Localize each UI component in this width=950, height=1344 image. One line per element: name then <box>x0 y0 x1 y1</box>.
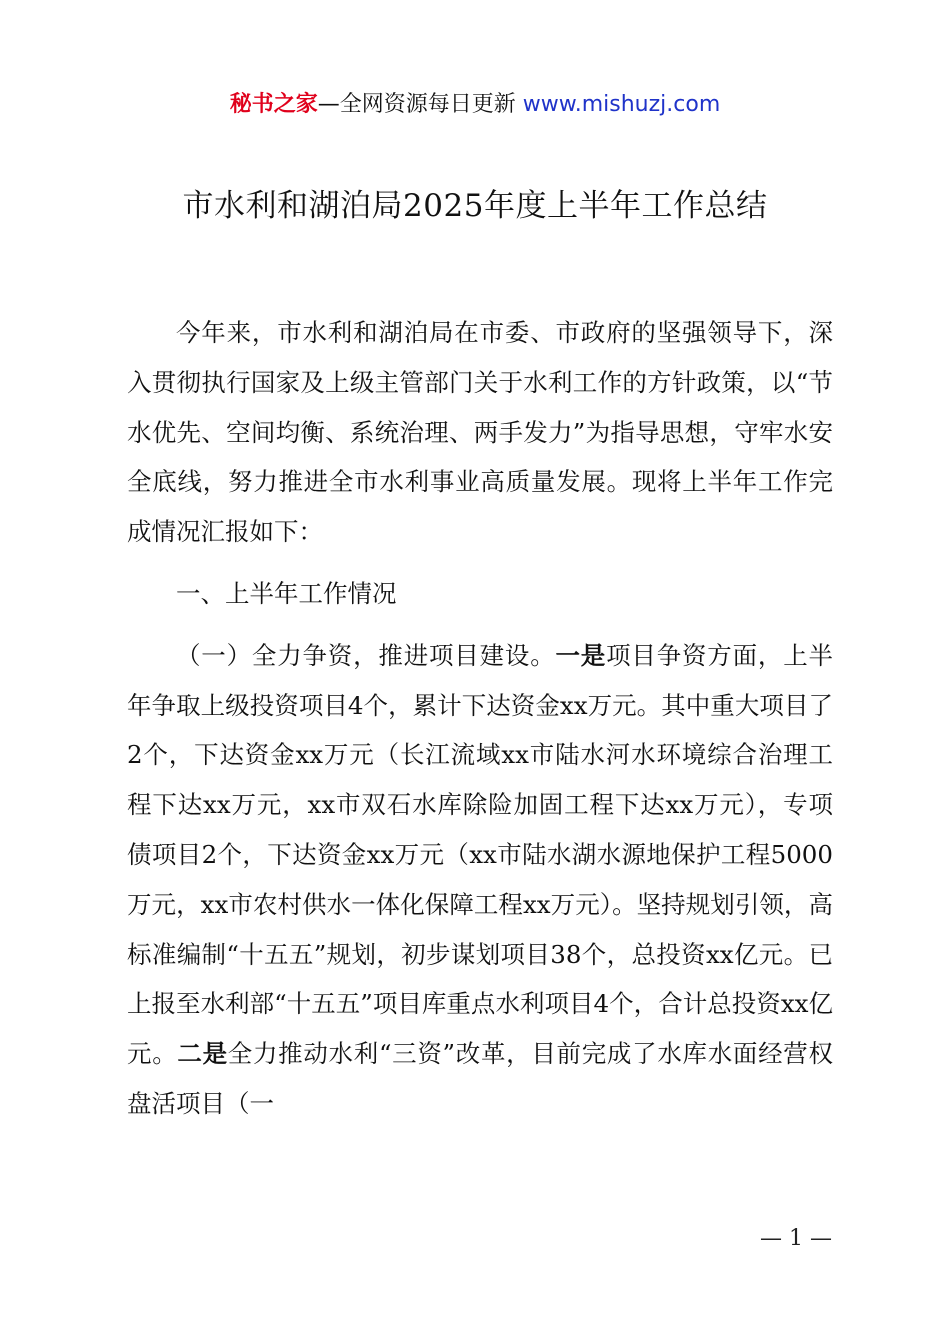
document-body <box>127 308 833 1129</box>
page-number: — 1 — <box>760 1226 832 1251</box>
subsection-lead: （一）全力争资，推进项目建设。 <box>176 640 556 670</box>
point-one-text: 项目争资方面，上半年争取上级投资项目4个，累计下达资金xx万元。其中重大项目了2个，下达资金xx万元（长江流域xx市陆水河水环境综合治理工程下达xx万元，xx市双石水库除险加固工程下达xx万元），专项债项目2个，下达资金xx万元（xx市陆水湖水源地保护工程5000万元，xx市农村供水一体化保障工程xx万元）。坚持规划引领，高标准编制“十五五”规划，初步谋划项目38个，总投资xx亿元。已上报至水利部“十五五”项目库重点水利项目4个，合计总投资xx亿元。 <box>127 640 834 1069</box>
point-two-label: 二是 <box>177 1039 228 1069</box>
site-url[interactable]: www.mishuzj.com <box>522 92 721 117</box>
point-one-label: 一是 <box>555 640 607 670</box>
intro-paragraph: 今年来，市水利和湖泊局在市委、市政府的坚强领导下，深入贯彻执行国家及上级主管部门关于水利工作的方针政策，以“节水优先、空间均衡、系统治理、两手发力”为指导思想，守牢水安全底线，努力推进全市水利事业高质量发展。现将上半年工作完成情况汇报如下： <box>127 318 833 547</box>
document-title: 市水利和湖泊局2025年度上半年工作总结 <box>182 188 768 224</box>
site-brand: 秘书之家 <box>229 92 318 117</box>
section-heading: 一、上半年工作情况 <box>176 578 397 608</box>
site-header <box>0 88 950 122</box>
point-two-text: 全力推动水利“三资”改革，目前完成了水库水面经营权盘活项目（一 <box>127 1039 833 1118</box>
subsection-paragraph <box>127 631 833 1129</box>
site-slogan: —全网资源每日更新 <box>317 92 523 117</box>
